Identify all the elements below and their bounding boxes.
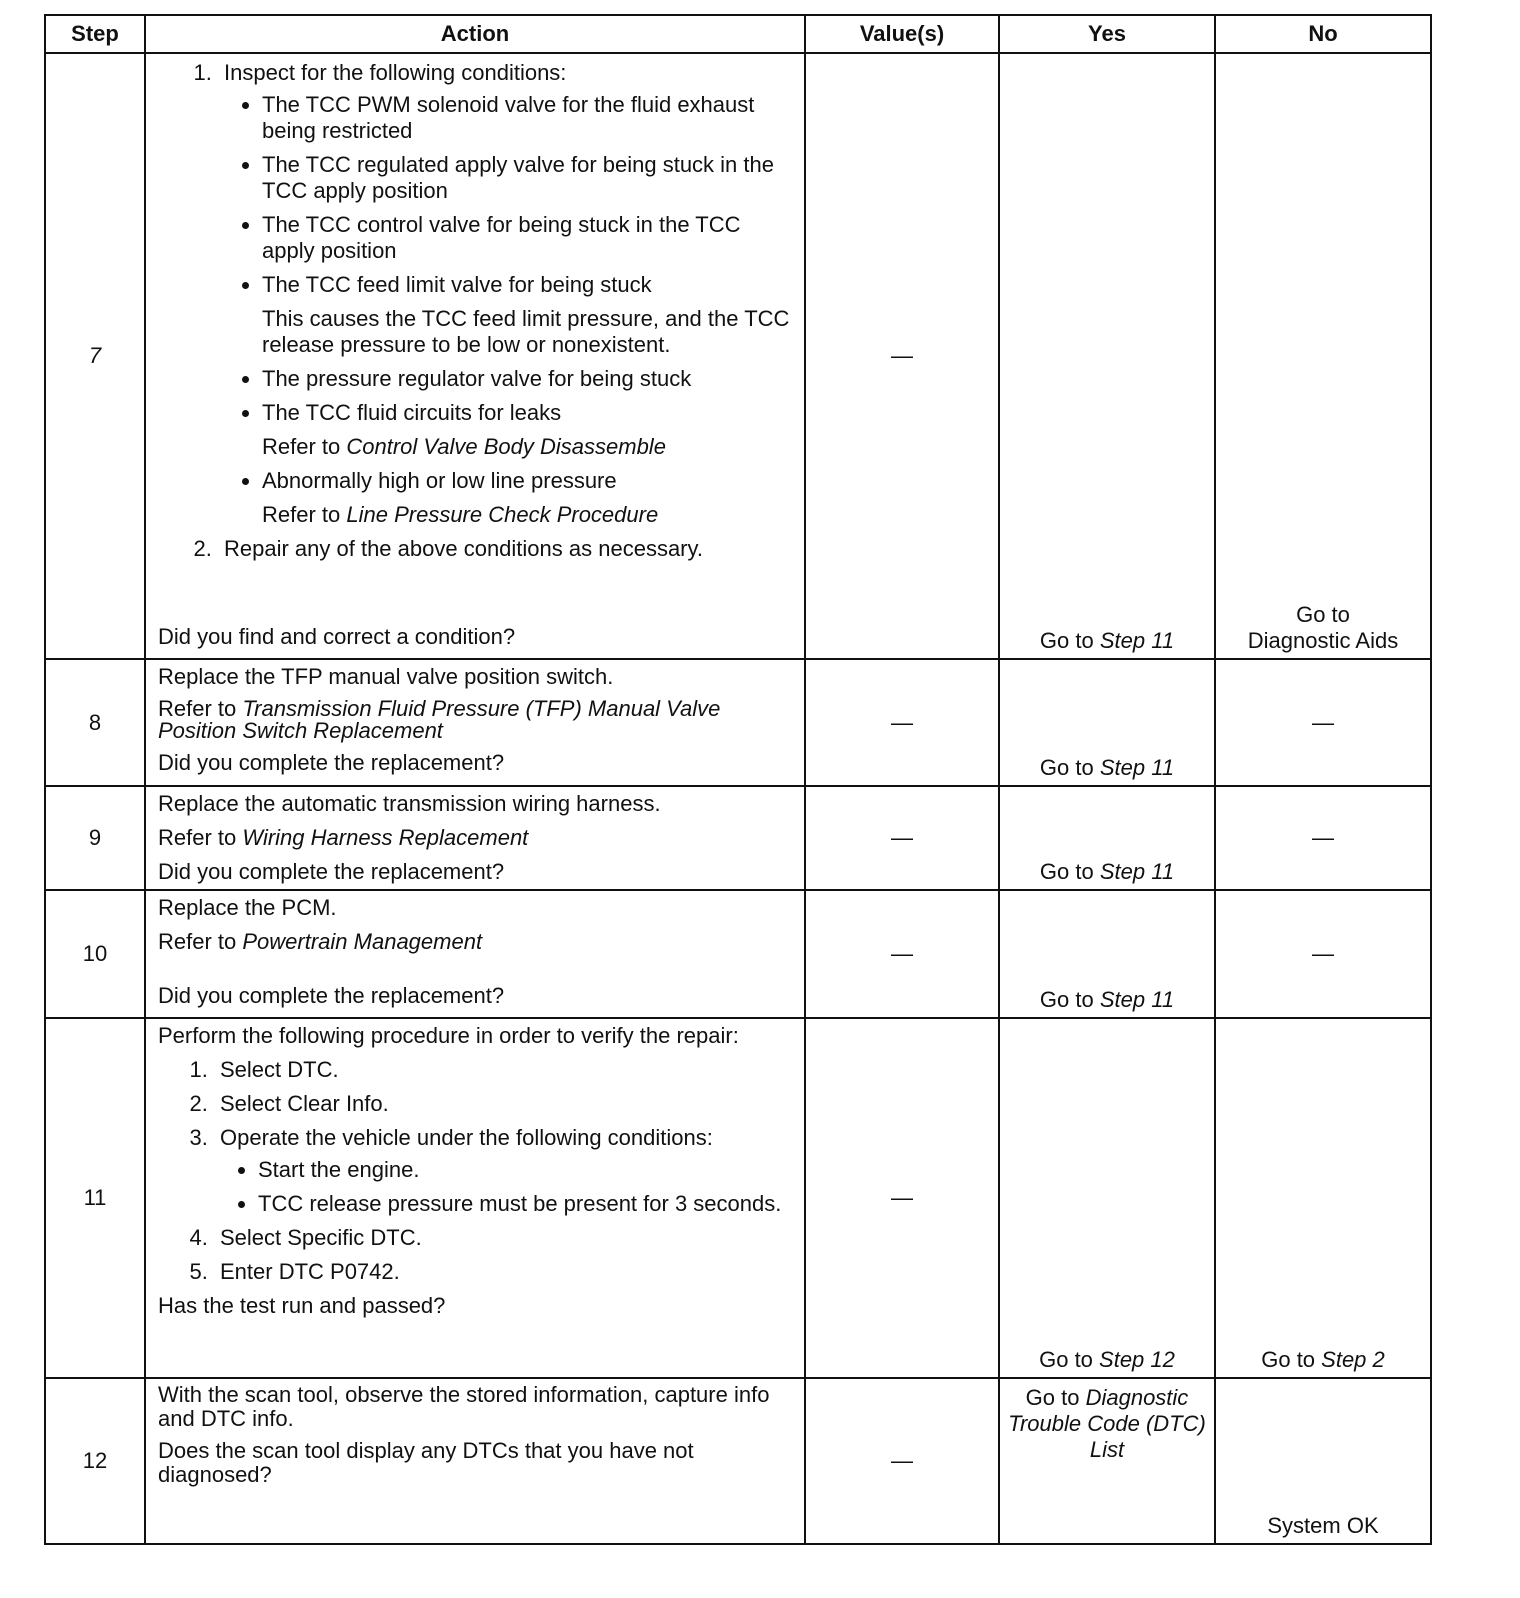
value-cell: — [805, 659, 999, 786]
action-cell [145, 1018, 805, 1378]
action-text: Replace the TFP manual valve position switch. [158, 664, 614, 689]
list-item: 2. Select Clear Info. [214, 1091, 794, 1117]
step-number: 7 [45, 53, 145, 659]
header-no: No [1215, 15, 1431, 53]
table-row-step-11 [45, 1018, 1431, 1378]
no-cell: Go to Step 2 [1215, 1018, 1431, 1378]
action-cell [145, 1378, 805, 1544]
yes-cell: Go to Step 11 [999, 53, 1215, 659]
action-cell [145, 53, 805, 659]
header-step: Step [45, 15, 145, 53]
list-item: • Abnormally high or low line pressure Refer to Line Pressure Check Procedure [262, 468, 794, 528]
reference-text: Refer to Control Valve Body Disassemble [262, 434, 666, 459]
diagnostic-table [44, 14, 1432, 1545]
yes-cell: Go to Diagnostic Trouble Code (DTC) List [999, 1378, 1215, 1544]
header-values: Value(s) [805, 15, 999, 53]
list-item: • The TCC fluid circuits for leaks Refer to Control Valve Body Disassemble [262, 400, 794, 460]
value-cell: — [805, 1018, 999, 1378]
step-number: 10 [45, 890, 145, 1018]
list-item: 2. Repair any of the above conditions as necessary. [218, 536, 794, 562]
question-text: Does the scan tool display any DTCs that you have not diagnosed? [158, 1438, 694, 1487]
table-row-step-12 [45, 1378, 1431, 1544]
table-row-step-7 [45, 53, 1431, 659]
reference-text: Refer to Wiring Harness Replacement [158, 825, 529, 850]
yes-cell: Go to Step 11 [999, 659, 1215, 786]
reference-text: Refer to Powertrain Management [158, 929, 483, 954]
no-cell: — [1215, 786, 1431, 890]
list-item: • Start the engine. [258, 1157, 794, 1183]
action-text: With the scan tool, observe the stored information, capture info and DTC info. [158, 1382, 770, 1431]
note-text: This causes the TCC feed limit pressure, and the TCC release pressure to be low or nonexistent. [262, 306, 790, 357]
yes-cell: Go to Step 11 [999, 786, 1215, 890]
list-item: • The TCC control valve for being stuck in the TCC apply position [262, 212, 794, 264]
step-number: 8 [45, 659, 145, 786]
list-item: • The TCC PWM solenoid valve for the fluid exhaust being restricted [262, 92, 794, 144]
header-yes: Yes [999, 15, 1215, 53]
reference-text: Refer to Transmission Fluid Pressure (TFP) Manual Valve Position Switch Replacement [158, 696, 721, 743]
list-item: 4. Select Specific DTC. [214, 1225, 794, 1251]
header-row [45, 15, 1431, 53]
reference-text: Refer to Line Pressure Check Procedure [262, 502, 659, 527]
value-cell: — [805, 890, 999, 1018]
value-cell: — [805, 1378, 999, 1544]
table-row-step-9 [45, 786, 1431, 890]
list-item: • The TCC regulated apply valve for being stuck in the TCC apply position [262, 152, 794, 204]
action-cell [145, 890, 805, 1018]
action-text: Replace the PCM. [158, 895, 337, 920]
question-text: Did you complete the replacement? [158, 750, 505, 775]
question-text: Did you complete the replacement? [158, 983, 505, 1008]
action-cell [145, 659, 805, 786]
action-cell [145, 786, 805, 890]
yes-cell: Go to Step 12 [999, 1018, 1215, 1378]
value-cell: — [805, 786, 999, 890]
list-item: 3. Operate the vehicle under the following conditions: • Start the engine. • TCC release pressure must be present for 3 seconds. [214, 1125, 794, 1217]
list-item: 1. Inspect for the following conditions: • The TCC PWM solenoid valve for the fluid exhaust being restricted • The TCC regulated apply valve for being stuck in the TCC apply position • The TCC control valve for being stuck in the TCC apply position • The TCC feed limit valve for being stuck This causes the TCC feed limit pressure, and the TCC release pressure to be low or nonexistent. • The pressure regulator valve for being stuck • The TCC fluid circuits for leaks Refer to Control Valve Body Disassemble • Abnormally high or low line pressure Refer to Line Pressure Check Procedure [218, 60, 794, 528]
no-cell: Go to Diagnostic Aids [1215, 53, 1431, 659]
list-item: • TCC release pressure must be present for 3 seconds. [258, 1191, 794, 1217]
header-action: Action [145, 15, 805, 53]
no-cell: — [1215, 659, 1431, 786]
action-text: Replace the automatic transmission wiring harness. [158, 791, 661, 816]
step-number: 11 [45, 1018, 145, 1378]
list-item: 5. Enter DTC P0742. [214, 1259, 794, 1285]
list-item: • The TCC feed limit valve for being stuck This causes the TCC feed limit pressure, and the TCC release pressure to be low or nonexistent. [262, 272, 794, 358]
question-text: Has the test run and passed? [158, 1293, 446, 1318]
step-number: 12 [45, 1378, 145, 1544]
value-cell: — [805, 53, 999, 659]
list-item: • The pressure regulator valve for being stuck [262, 366, 794, 392]
question-text: Did you complete the replacement? [158, 859, 505, 884]
list-item: 1. Select DTC. [214, 1057, 794, 1083]
step-number: 9 [45, 786, 145, 890]
table-row-step-8 [45, 659, 1431, 786]
yes-cell: Go to Step 11 [999, 890, 1215, 1018]
question-text: Did you find and correct a condition? [158, 624, 516, 649]
table-row-step-10 [45, 890, 1431, 1018]
action-text: Perform the following procedure in order to verify the repair: [158, 1023, 739, 1048]
no-cell: System OK [1215, 1378, 1431, 1544]
no-cell: — [1215, 890, 1431, 1018]
